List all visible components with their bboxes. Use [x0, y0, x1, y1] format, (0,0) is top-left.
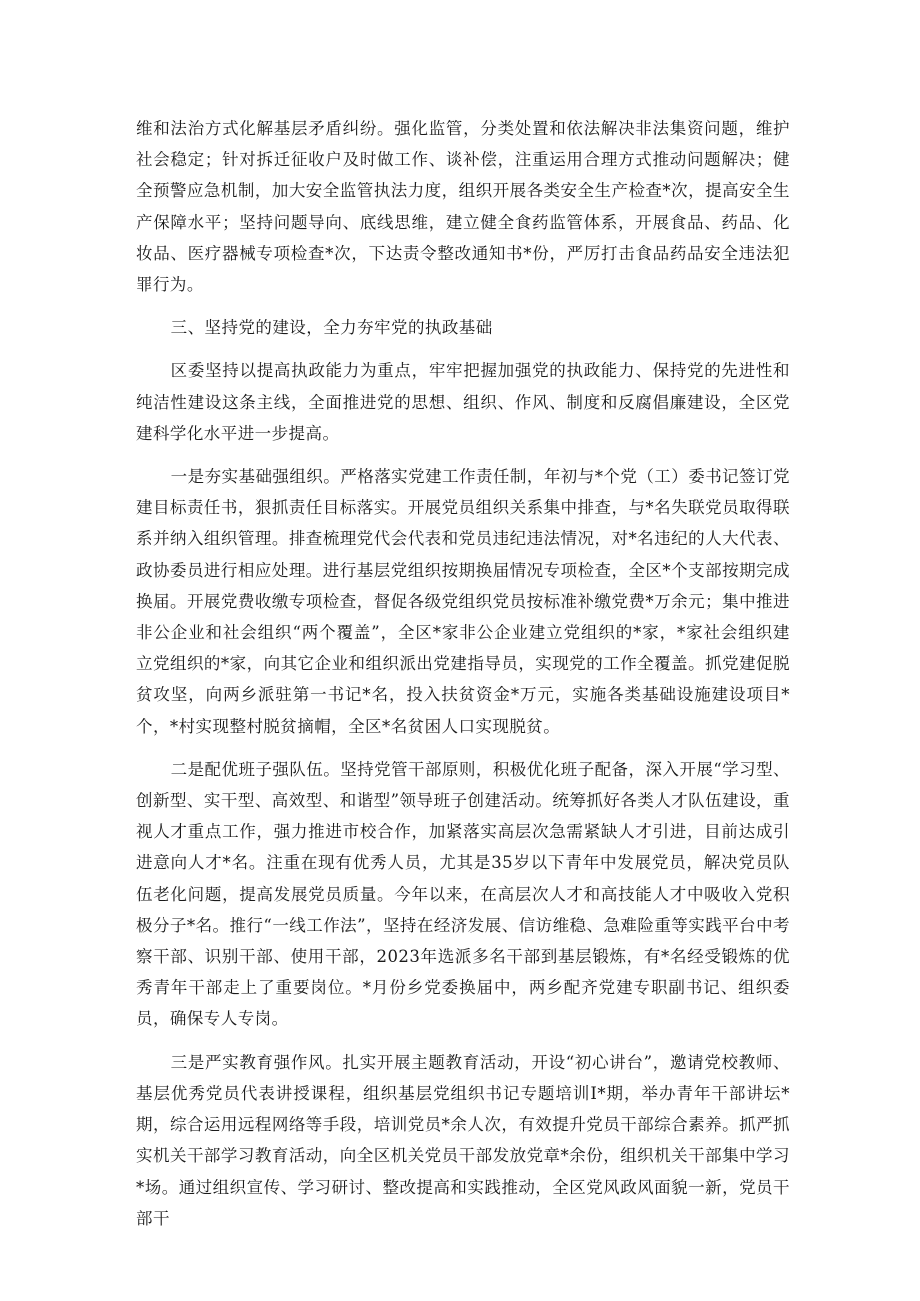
paragraph-intro: 区委坚持以提高执政能力为重点，牢牢把握加强党的执政能力、保持党的先进性和纯洁性建设这条主线，全面推进党的思想、组织、作风、制度和反腐倡廉建设，全区党建科学化水平进一步提高。 — [136, 361, 790, 443]
section-heading: 三、坚持党的建设，全力夯牢党的执政基础 — [170, 318, 493, 338]
document-body — [136, 113, 790, 1234]
paragraph-education: 三是严实教育强作风。扎实开展主题教育活动，开设“初心讲台”，邀请党校教师、基层优秀党员代表讲授课程，组织基层党组织书记专题培训I*期，举办青年干部讲坛*期，综合运用远程网络等手段，培训党员*余人次，有效提升党员干部综合素养。抓严抓实机关干部学习教育活动，向全区机关党员干部发放党章*余份，组织机关干部集中学习*场。通过组织宣传、学习研讨、整改提高和实践推动，全区党风政风面貌一新，党员干部干 — [136, 1052, 790, 1228]
paragraph-team: 二是配优班子强队伍。坚持党管干部原则，积极优化班子配备，深入开展“学习型、创新型、实干型、高效型、和谐型”领导班子创建活动。统筹抓好各类人才队伍建设，重视人才重点工作，强力推进市校合作，加紧落实高层次急需紧缺人才引进，目前达成引进意向人才*名。注重在现有优秀人员，尤其是35岁以下青年中发展党员，解决党员队伍老化问题，提高发展党员质量。今年以来，在高层次人才和高技能人才中吸收入党积极分子*名。推行“一线工作法”，坚持在经济发展、信访维稳、急难险重等实践平台中考察干部、识别干部、使用干部，2023年选派多名干部到基层锻炼，有*名经受锻炼的优秀青年干部走上了重要岗位。*月份乡党委换届中，两乡配齐党建专职副书记、组织委员，确保专人专岗。 — [136, 759, 790, 1029]
paragraph-continuation: 维和法治方式化解基层矛盾纠纷。强化监管，分类处置和依法解决非法集资问题，维护社会稳定；针对拆迁征收户及时做工作、谈补偿，注重运用合理方式推动问题解决；健全预警应急机制，加大安全监管执法力度，组织开展各类安全生产检查*次，提高安全生产保障水平；坚持问题导向、底线思维，建立健全食药监管体系，开展食品、药品、化妆品、医疗器械专项检查*次，下达责令整改通知书*份，严厉打击食品药品安全违法犯罪行为。 — [136, 119, 790, 295]
paragraph-organization: 一是夯实基础强组织。严格落实党建工作责任制，年初与*个党（工）委书记签订党建目标责任书，狠抓责任目标落实。开展党员组织关系集中排查，与*名失联党员取得联系并纳入组织管理。排查梳理党代会代表和党员违纪违法情况，对*名违纪的人大代表、政协委员进行相应处理。进行基层党组织按期换届情况专项检查，全区*个支部按期完成换届。开展党费收缴专项检查，督促各级党组织党员按标准补缴党费*万余元；集中推进非公企业和社会组织“两个覆盖”，全区*家非公企业建立党组织的*家，*家社会组织建立党组织的*家，向其它企业和组织派出党建指导员，实现党的工作全覆盖。抓党建促脱贫攻坚，向两乡派驻第一书记*名，投入扶贫资金*万元，实施各类基础设施建设项目*个，*村实现整村脱贫摘帽，全区*名贫困人口实现脱贫。 — [136, 467, 790, 736]
